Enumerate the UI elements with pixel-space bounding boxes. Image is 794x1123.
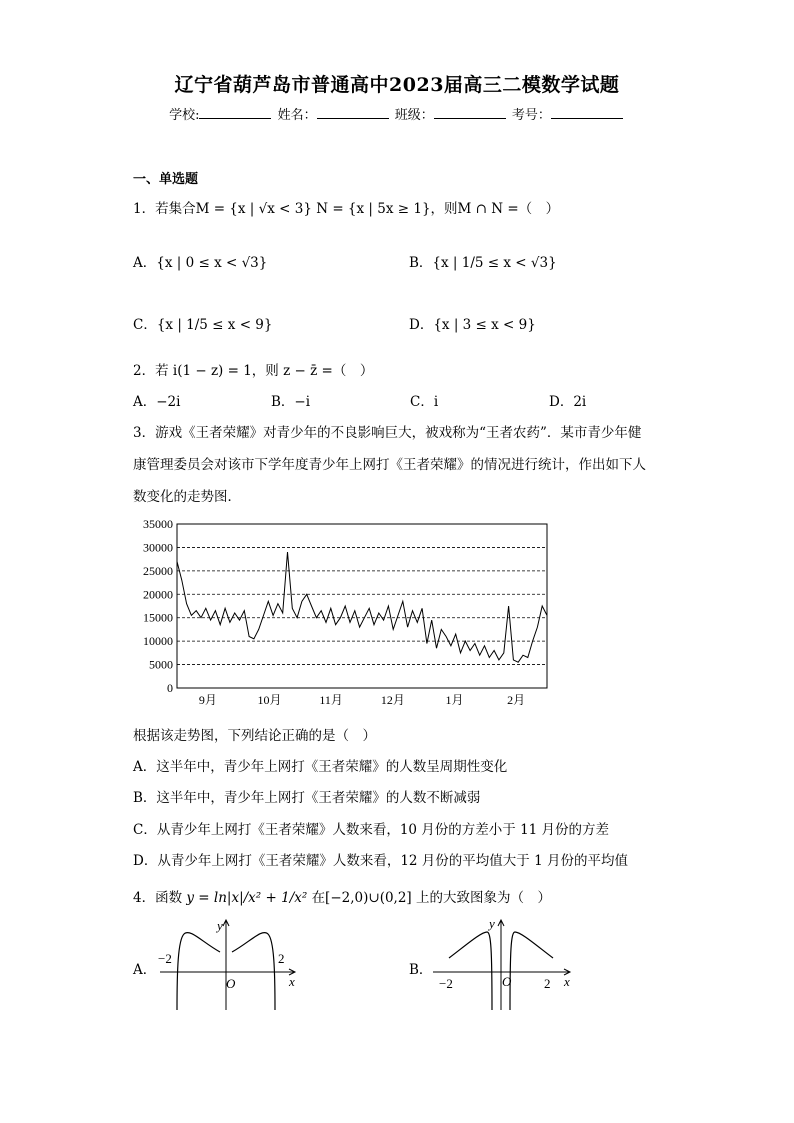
field-class-blank[interactable]: [434, 106, 506, 119]
x-label: x: [289, 974, 295, 989]
tick-pos-label: 2: [278, 951, 285, 966]
origin-label: O: [226, 976, 236, 991]
field-school-blank[interactable]: [199, 106, 271, 119]
q4-option-a-label[interactable]: A．: [133, 962, 157, 978]
q2-option-d[interactable]: D．2i: [549, 394, 587, 410]
y-tick-label: 20000: [143, 587, 173, 602]
q4-graph-b[interactable]: [425, 910, 575, 1015]
series-line: [177, 552, 547, 662]
tick-neg-label: −2: [439, 976, 453, 991]
y-label: y: [217, 918, 223, 933]
trend-chart: [125, 513, 555, 708]
y-tick-label: 15000: [143, 610, 173, 625]
q2-option-c[interactable]: C．i: [410, 394, 439, 410]
q3-option-b[interactable]: B．这半年中，青少年上网打《王者荣耀》的人数不断减弱: [133, 790, 481, 806]
q2-option-a[interactable]: A．−2i: [133, 394, 181, 410]
y-tick-label: 25000: [143, 563, 173, 578]
q3-stem-line2: 康管理委员会对该市下学年度青少年上网打《王者荣耀》的情况进行统计，作出如下人: [133, 457, 646, 473]
x-tick-label: 10月: [257, 693, 282, 707]
field-school-label: 学校:: [169, 108, 200, 123]
tick-pos-label: 2: [544, 976, 551, 991]
x-label: x: [564, 974, 570, 989]
q3-option-a[interactable]: A．这半年中，青少年上网打《王者荣耀》的人数呈周期性变化: [133, 759, 508, 775]
y-tick-label: 0: [167, 681, 173, 695]
q3-option-d[interactable]: D．从青少年上网打《王者荣耀》人数来看，12 月份的平均值大于 1 月份的平均值: [133, 853, 628, 869]
field-class-label: 班级：: [394, 108, 434, 123]
q2-option-b[interactable]: B．−i: [271, 394, 311, 410]
q4-option-b-label[interactable]: B．: [409, 962, 433, 978]
origin-label: O: [502, 974, 512, 989]
y-tick-label: 5000: [149, 657, 173, 672]
q4-stem: [133, 886, 551, 906]
q1-option-a[interactable]: A．{x | 0 ≤ x < √3}: [133, 255, 268, 271]
q1-option-c[interactable]: C．{x | 1/5 ≤ x < 9}: [133, 317, 273, 333]
q4-graph-a[interactable]: [150, 910, 300, 1015]
y-tick-label: 35000: [143, 517, 173, 531]
x-tick-label: 1月: [445, 693, 464, 707]
field-id-label: 考号：: [511, 108, 551, 123]
q3-stem-line1: 3．游戏《王者荣耀》对青少年的不良影响巨大，被戏称为“王者农药”．某市青少年健: [133, 425, 642, 441]
q1-option-d[interactable]: D．{x | 3 ≤ x < 9}: [409, 317, 536, 333]
y-label: y: [489, 916, 495, 931]
tick-neg-label: −2: [158, 951, 172, 966]
q1-option-b[interactable]: B．{x | 1/5 ≤ x < √3}: [409, 255, 557, 271]
field-name-label: 姓名：: [277, 108, 317, 123]
q4-prefix: 4．函数: [133, 890, 183, 906]
student-info-line: [0, 104, 794, 123]
field-name-blank[interactable]: [317, 106, 389, 119]
q3-option-c[interactable]: C．从青少年上网打《王者荣耀》人数来看，10 月份的方差小于 11 月份的方差: [133, 822, 610, 838]
y-tick-label: 30000: [143, 540, 173, 555]
q2-stem: 2．若 i(1 − z) = 1，则 z − z̄ =（ ）: [133, 363, 374, 379]
x-tick-label: 12月: [380, 693, 405, 707]
y-tick-label: 10000: [143, 634, 173, 649]
x-tick-label: 2月: [507, 693, 526, 707]
q4-suffix: 在[−2,0)∪(0,2] 上的大致图象为（ ）: [311, 890, 551, 906]
q4-function: y = ln|x|/x² + 1/x²: [186, 890, 308, 906]
plot-frame: [177, 524, 547, 688]
x-tick-label: 11月: [319, 693, 343, 707]
section-heading: 一、单选题: [133, 172, 199, 187]
field-id-blank[interactable]: [551, 106, 623, 119]
page-title: 辽宁省葫芦岛市普通高中2023届高三二模数学试题: [174, 74, 620, 96]
q3-question: 根据该走势图，下列结论正确的是（ ）: [133, 728, 376, 744]
x-tick-label: 9月: [198, 693, 217, 707]
q1-stem: 1．若集合M = {x | √x < 3} N = {x | 5x ≥ 1}，则M ∩ N =（ ）: [133, 201, 560, 217]
q3-stem-line3: 数变化的走势图．: [133, 489, 241, 505]
